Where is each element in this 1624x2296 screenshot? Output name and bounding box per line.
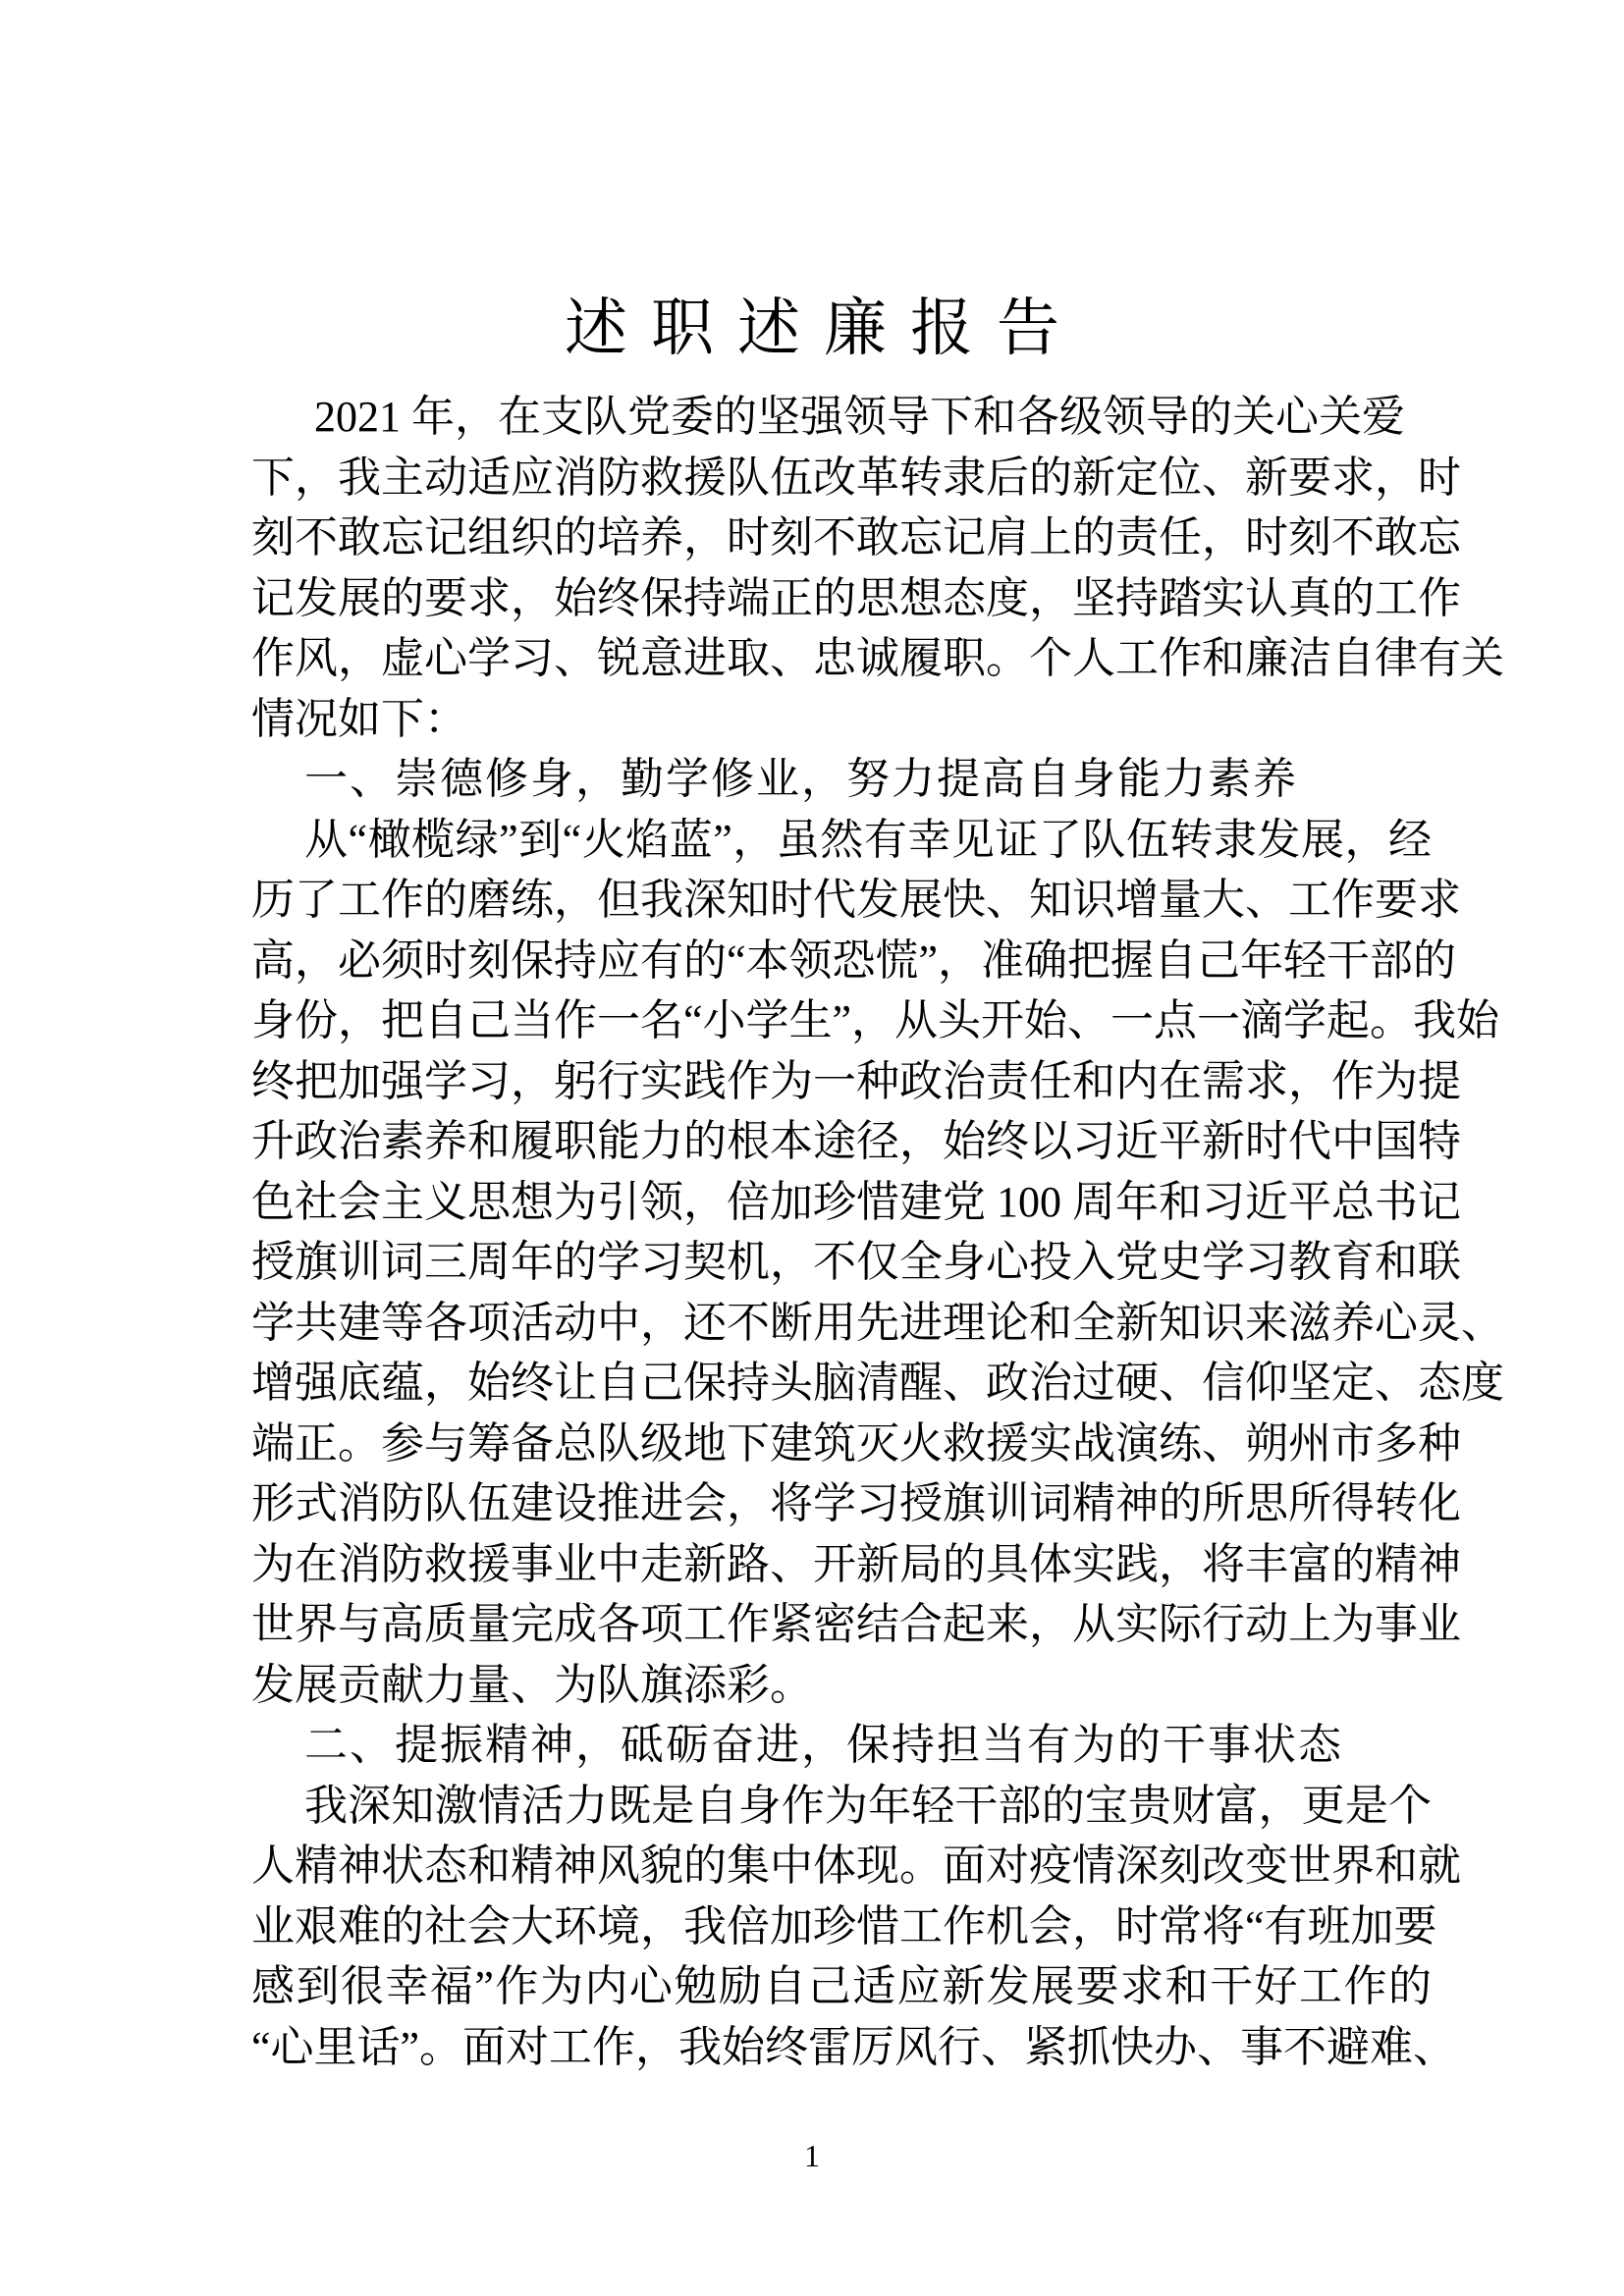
document-title: 述职述廉报告 xyxy=(565,293,1083,363)
paragraph-line: 记发展的要求，始终保持端正的思想态度，坚持踏实认真的工作 xyxy=(251,573,1461,622)
page-number: 1 xyxy=(804,2138,820,2173)
paragraph-line: 人精神状态和精神风貌的集中体现。面对疫情深刻改变世界和就 xyxy=(251,1842,1461,1890)
paragraph-line: 形式消防队伍建设推进会，将学习授旗训词精神的所思所得转化 xyxy=(251,1479,1461,1527)
paragraph-line: 高，必须时刻保持应有的“本领恐慌”，准确把握自己年轻干部的 xyxy=(251,935,1457,985)
paragraph-line: 业艰难的社会大环境，我倍加珍惜工作机会，时常将“有班加要 xyxy=(251,1901,1437,1950)
paragraph-line: 2021 年，在支队党委的坚强领导下和各级领导的关心关爱 xyxy=(314,393,1405,441)
paragraph-line: “心里话”。面对工作，我始终雷厉风行、紧抓快办、事不避难、 xyxy=(251,2022,1457,2071)
paragraph-line: 下，我主动适应消防救援队伍改革转隶后的新定位、新要求，时 xyxy=(251,453,1461,502)
paragraph-line: 增强底蕴，始终让自己保持头脑清醒、政治过硬、信仰坚定、态度 xyxy=(251,1359,1504,1407)
heading-text: 二、提振精神，砥砺奋进，保持担当有为的干事状态 xyxy=(304,1721,1343,1769)
paragraph-line: 身份，把自己当作一名“小学生”，从头开始、一点一滴学起。我始 xyxy=(251,996,1500,1044)
paragraph-line: 色社会主义思想为引领，倍加珍惜建党 100 周年和习近平总书记 xyxy=(251,1177,1461,1226)
paragraph-line: 世界与高质量完成各项工作紧密结合起来，从实际行动上为事业 xyxy=(251,1600,1461,1648)
paragraph-line: 端正。参与筹备总队级地下建筑灭火救援实战演练、朔州市多种 xyxy=(251,1418,1461,1468)
paragraph-line: 感到很幸福”作为内心勉励自己适应新发展要求和干好工作的 xyxy=(251,1962,1432,2010)
paragraph xyxy=(251,1776,1461,2078)
paragraph-line: 升政治素养和履职能力的根本途径，始终以习近平新时代中国特 xyxy=(251,1117,1461,1165)
paragraph-line: 刻不敢忘记组织的培养，时刻不敢忘记肩上的责任，时刻不敢忘 xyxy=(251,513,1461,561)
paragraph-line: 我深知激情活力既是自身作为年轻干部的宝贵财富，更是个 xyxy=(304,1781,1432,1830)
document-body xyxy=(251,387,1504,2077)
paragraph-line: 作风，虚心学习、锐意进取、忠诚履职。个人工作和廉洁自律有关 xyxy=(251,634,1504,682)
paragraph-line: 学共建等各项活动中，还不断用先进理论和全新知识来滋养心灵、 xyxy=(251,1298,1504,1347)
paragraph-line: 为在消防救援事业中走新路、开新局的具体实践，将丰富的精神 xyxy=(251,1539,1461,1588)
paragraph-line: 情况如下： xyxy=(251,694,467,743)
paragraph xyxy=(251,810,1504,1716)
section-heading xyxy=(251,1715,1432,1776)
paragraph-line: 授旗训词三周年的学习契机，不仅全身心投入党史学习教育和联 xyxy=(251,1238,1461,1286)
heading-text: 一、崇德修身，勤学修业，努力提高自身能力素养 xyxy=(304,755,1298,803)
paragraph-line: 从“橄榄绿”到“火焰蓝”，虽然有幸见证了队伍转隶发展，经 xyxy=(304,815,1432,864)
paragraph xyxy=(251,387,1504,749)
paragraph-line: 终把加强学习，躬行实践作为一种政治责任和内在需求，作为提 xyxy=(251,1056,1461,1105)
section-heading xyxy=(251,749,1432,810)
paragraph-line: 历了工作的磨练，但我深知时代发展快、知识增量大、工作要求 xyxy=(251,876,1461,924)
paragraph-line: 发展贡献力量、为队旗添彩。 xyxy=(251,1660,813,1709)
